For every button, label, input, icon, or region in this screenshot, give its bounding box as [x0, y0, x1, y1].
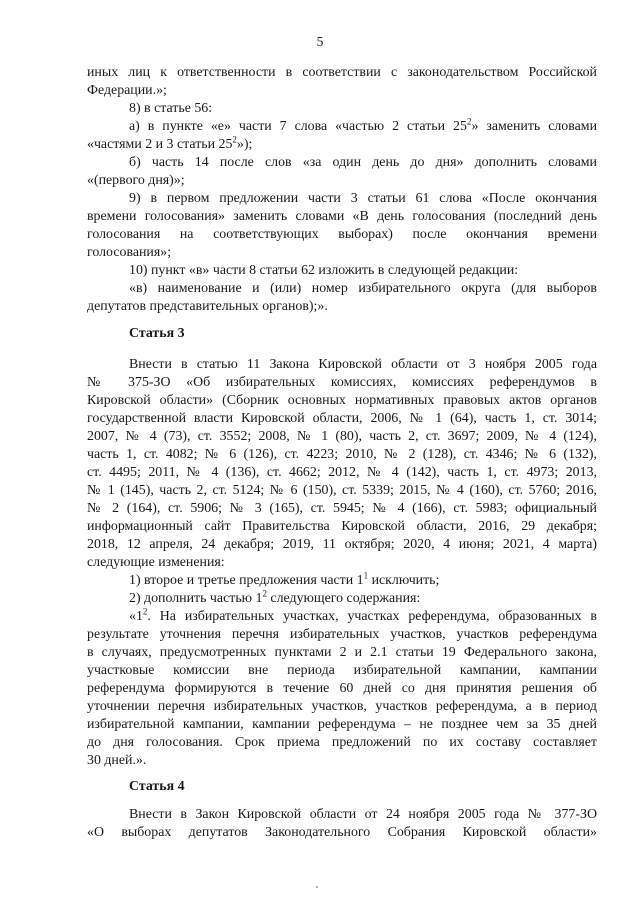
text-line — [129, 280, 597, 298]
text-line — [87, 298, 597, 316]
line-text: 2) дополнить частью 1 — [129, 591, 263, 606]
line-text: избирательной кампании, кампании референдума – не позднее чем за 35 дней — [87, 717, 597, 732]
text-line — [87, 226, 597, 244]
line-text-continued: »); — [236, 137, 253, 152]
text-line — [87, 244, 597, 262]
text-line — [87, 64, 597, 82]
article-heading — [129, 325, 597, 343]
line-text: до дня голосования. Срок приема предложений по их составу составляет — [87, 735, 597, 750]
text-line — [129, 154, 597, 172]
text-line — [87, 536, 597, 554]
text-line — [87, 518, 597, 536]
text-line — [129, 262, 597, 280]
line-text: 1) второе и третье предложения части 1 — [129, 573, 364, 588]
superscript-index: 2 — [142, 606, 148, 617]
line-text: времени голосования» заменить словами «В день голосования (последний день — [87, 209, 597, 224]
text-line — [129, 608, 597, 626]
line-text: «частями 2 и 3 статьи 25 — [87, 137, 233, 152]
line-text: информационный сайт Правительства Кировской области, 2016, 29 декабря; — [87, 519, 597, 534]
line-text: 9) в первом предложении части 3 статьи 61 слова «После окончания — [129, 191, 597, 206]
line-text: б) часть 14 после слов «за один день до дня» дополнить словами — [129, 155, 597, 170]
line-text: участковые комиссии вне периода избирательной кампании, кампании — [87, 663, 597, 678]
text-line — [87, 824, 597, 842]
text-line — [129, 100, 597, 118]
line-text-continued: исключить; — [368, 573, 440, 588]
line-text: ст. 4495; 2011, № 4 (136), ст. 4662; 2012, № 4 (142), часть 1, ст. 4973; 2013, — [87, 465, 597, 480]
text-line — [87, 482, 597, 500]
text-line — [87, 680, 597, 698]
text-line — [87, 626, 597, 644]
superscript-index: 2 — [262, 588, 267, 599]
page-number: 5 — [316, 34, 324, 49]
text-line — [87, 662, 597, 680]
line-text: «1 — [129, 609, 143, 624]
text-line — [87, 752, 597, 770]
text-line — [129, 572, 597, 590]
line-text: № 2 (164), ст. 5906; № 3 (165), ст. 5945; № 4 (166), ст. 5983; официальный — [87, 501, 597, 516]
text-line — [87, 428, 597, 446]
article-heading — [129, 778, 597, 796]
text-line — [87, 208, 597, 226]
line-text: № 1 (145), часть 2, ст. 5124; № 6 (150), ст. 5339; 2015, № 4 (160), ст. 5760; 2016, — [87, 483, 597, 498]
text-line — [87, 698, 597, 716]
text-line — [129, 356, 597, 374]
line-text: следующие изменения: — [87, 555, 225, 570]
line-text: государственной власти Кировской области, 2006, № 1 (64), часть 1, ст. 3014; — [87, 411, 597, 426]
line-text: результате уточнения перечня избирательных участков, участков референдума — [87, 627, 597, 642]
text-line — [87, 136, 597, 154]
line-text: часть 1, ст. 4082; № 6 (126), ст. 4223; 2010, № 2 (128), ст. 4346; № 6 (132), — [87, 447, 597, 462]
text-line — [87, 464, 597, 482]
line-text: иных лиц к ответственности в соответствии с законодательством Российской — [87, 65, 597, 80]
line-text-continued: » заменить словами — [471, 119, 597, 134]
line-text: голосования на соответствующих выборах) после окончания времени — [87, 227, 597, 242]
line-text: референдума формируются в течение 60 дней со дня принятия решения об — [87, 681, 597, 696]
line-text: Статья 4 — [129, 779, 185, 794]
line-text: в случаях, предусмотренных пунктами 2 и 2.1 статьи 19 Федерального закона, — [87, 645, 597, 660]
text-line — [87, 644, 597, 662]
text-line — [87, 374, 597, 392]
superscript-index: 1 — [363, 570, 369, 581]
line-text: уточнении перечня избирательных участков, участков референдума, а в период — [87, 699, 597, 714]
scan-speck — [316, 886, 318, 888]
text-line — [129, 118, 597, 136]
text-line — [87, 82, 597, 100]
line-text: депутатов представительных органов);». — [87, 299, 328, 314]
line-text-continued: . На избирательных участках, участках референдума, образованных в — [147, 609, 597, 624]
line-text: Федерации.»; — [87, 83, 167, 98]
line-text: Статья 3 — [129, 326, 185, 341]
text-line — [87, 734, 597, 752]
text-line — [87, 446, 597, 464]
line-text: 2018, 12 апреля, 24 декабря; 2019, 11 октября; 2020, 4 июня; 2021, 4 марта) — [87, 537, 597, 552]
superscript-index: 2 — [232, 134, 237, 145]
text-line — [87, 554, 597, 572]
text-line — [129, 190, 597, 208]
line-text: № 375-ЗО «Об избирательных комиссиях, комиссиях референдумов в — [87, 375, 597, 390]
line-text: «(первого дня)»; — [87, 173, 185, 188]
line-text: 30 дней.». — [87, 753, 147, 768]
text-line — [87, 716, 597, 734]
line-text: 8) в статье 56: — [129, 101, 213, 116]
text-line — [87, 172, 597, 190]
line-text: а) в пункте «е» части 7 слова «частью 2 статьи 25 — [129, 119, 467, 134]
line-text: 2007, № 4 (73), ст. 3552; 2008, № 1 (80), часть 2, ст. 3697; 2009, № 4 (124), — [87, 429, 597, 444]
superscript-index: 2 — [466, 116, 472, 127]
text-line — [129, 806, 597, 824]
line-text-continued: следующего содержания: — [266, 591, 421, 606]
text-line — [87, 410, 597, 428]
line-text: 10) пункт «в» части 8 статьи 62 изложить в следующей редакции: — [129, 263, 519, 278]
line-text: Кировской области» (Сборник основных нормативных правовых актов органов — [87, 393, 597, 408]
text-line — [129, 590, 597, 608]
line-text: «в) наименование и (или) номер избирательного округа (для выборов — [129, 281, 597, 296]
line-text: «О выборах депутатов Законодательного Собрания Кировской области» — [87, 825, 597, 840]
line-text: Внести в Закон Кировской области от 24 ноября 2005 года № 377-ЗО — [129, 807, 597, 822]
text-line — [87, 392, 597, 410]
line-text: Внести в статью 11 Закона Кировской области от 3 ноября 2005 года — [129, 357, 597, 372]
text-line — [87, 500, 597, 518]
line-text: голосования»; — [87, 245, 172, 260]
